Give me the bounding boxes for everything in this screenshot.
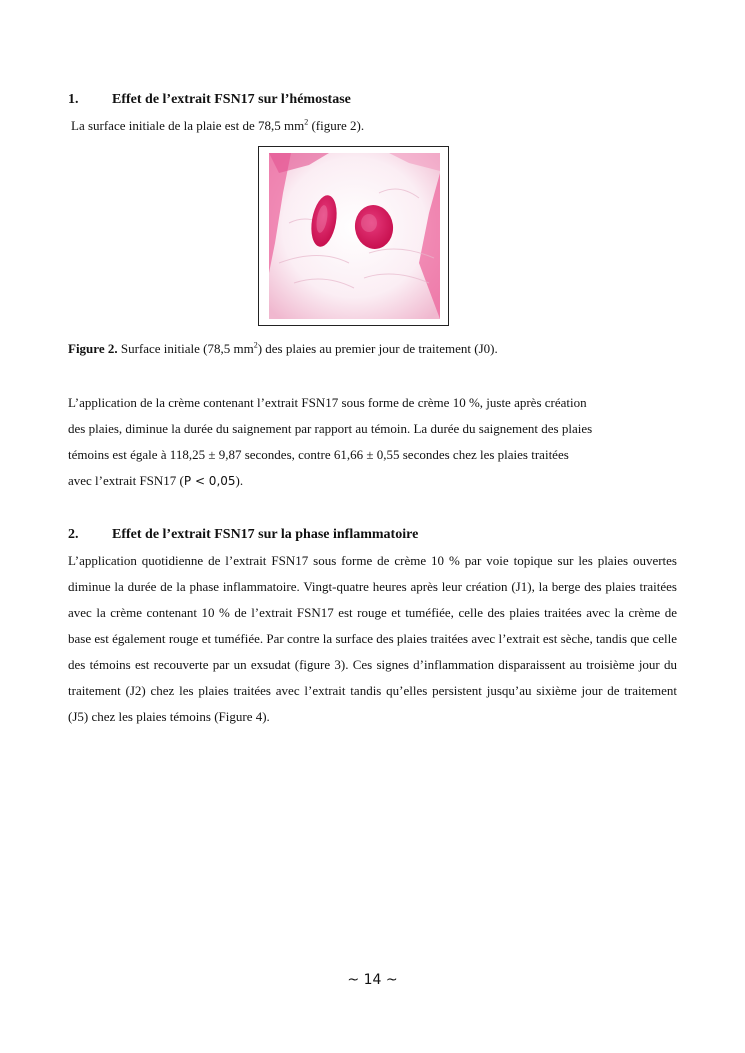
figure-2-frame — [258, 146, 449, 326]
section-1-intro — [71, 118, 680, 134]
intro-text: La surface initiale de la plaie est de 78,5 mm — [71, 118, 305, 133]
paragraph-line: témoins est égale à 118,25 ± 9,87 secondes, contre 61,66 ± 0,55 secondes chez les plaies traitées — [68, 447, 569, 462]
caption-text: Surface initiale (78,5 mm — [117, 341, 254, 356]
section-2-title: Effet de l’extrait FSN17 sur la phase inflammatoire — [112, 527, 419, 542]
paragraph-line: L’application de la crème contenant l’extrait FSN17 sous forme de crème 10 %, juste après création — [68, 395, 587, 410]
caption-superscript: 2 — [253, 340, 258, 350]
section-1-number: 1. — [68, 92, 79, 107]
section-2-number: 2. — [68, 527, 79, 542]
paragraph-hemostasis — [68, 390, 677, 494]
figure-2-caption — [68, 341, 677, 357]
intro-superscript: 2 — [304, 117, 309, 127]
paragraph-text: avec l’extrait FSN17 ( — [68, 473, 184, 488]
section-1-heading — [68, 91, 351, 109]
paragraph-line: des plaies, diminue la durée du saignement par rapport au témoin. La durée du saignement des plaies — [68, 421, 593, 436]
section-1-title: Effet de l’extrait FSN17 sur l’hémostase — [112, 92, 351, 107]
caption-text-end: ) des plaies au premier jour de traitement (J0). — [257, 341, 498, 356]
intro-text-end: (figure 2). — [308, 118, 365, 133]
paragraph-line-last — [68, 468, 677, 494]
p-value: P < 0,05 — [183, 474, 236, 488]
paragraph-inflammation: L’application quotidienne de l’extrait FSN17 sous forme de crème 10 % par voie topique sur les plaies ouvertes diminue la durée de la phase inflammatoire. Vingt-quatre heures après leur création (J1), la berge des plaies traitées avec la crème contenant 10 % de l’extrait FSN17 est rouge et tuméfiée, celle des plaies traitées avec la crème de base est également rouge et tuméfiée. Par contre la surface des plaies traitées avec l’extrait est sèche, tandis que celle des témoins est recouverte par un exsudat (figure 3). Ces signes d’inflammation disparaissent au troisième jour du traitement (J2) chez les plaies traitées avec l’extrait tandis qu’elles persistent jusqu’au sixième jour de traitement (J5) chez les plaies témoins (Figure 4). — [68, 553, 677, 724]
page-number: ~ 14 ~ — [347, 972, 398, 988]
section-2-heading — [68, 526, 418, 544]
caption-label: Figure 2. — [68, 341, 118, 356]
paragraph-text-end: ). — [235, 473, 244, 488]
rabbit-wound-photo-icon — [269, 153, 440, 319]
